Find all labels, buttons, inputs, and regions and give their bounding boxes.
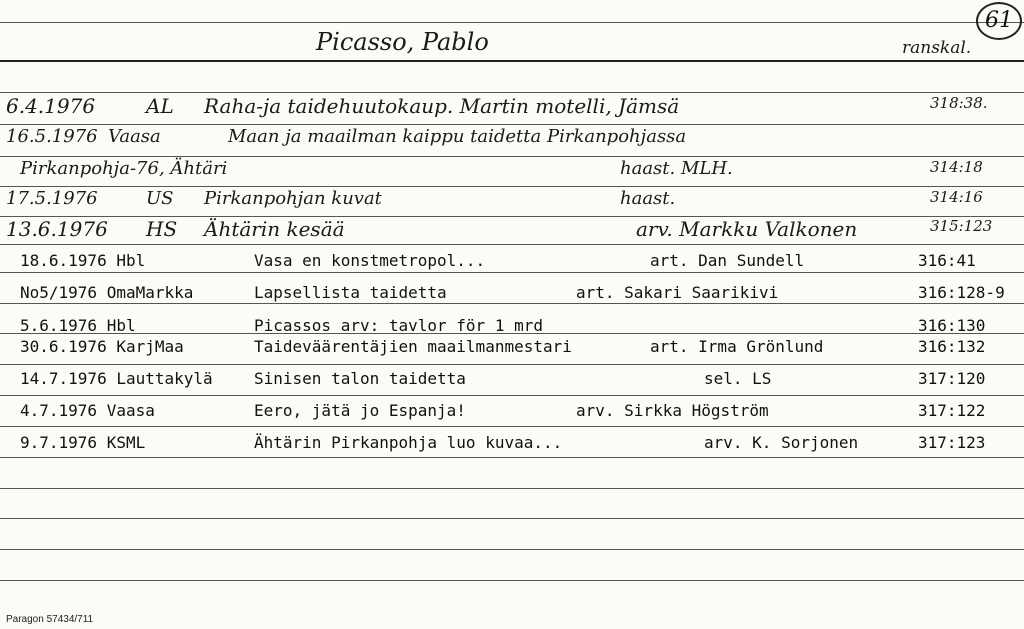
hw-source: Vaasa [108,126,161,147]
entry-date: 14.7.1976 Lauttakylä [20,369,213,388]
entry-credit: art. Sakari Saarikivi [576,283,779,302]
rule-line [0,488,1024,489]
entry-date: 18.6.1976 Hbl [20,251,146,270]
table-row [0,248,1024,274]
entry-title: Ähtärin Pirkanpohja luo kuvaa... [254,433,563,452]
entry-date: 5.6.1976 Hbl [20,316,136,335]
entry-credit: arv. Sirkka Högström [576,401,769,420]
entry-title: Lapsellista taidetta [254,283,447,302]
entry-title: Picassos arv: tavlor för 1 mrd [254,316,543,335]
table-row [0,366,1024,392]
table-row [0,430,1024,456]
hw-date: 16.5.1976 [6,126,98,147]
card-name: Picasso, Pablo [316,28,489,56]
hw-source: HS [146,217,178,241]
table-row [0,334,1024,360]
entry-ref: 316:128-9 [918,283,1005,302]
hw-source: AL [146,94,174,118]
rule-line [0,426,1024,427]
rule-line [0,92,1024,93]
hw-extra: haast. [620,188,676,209]
rule-line [0,244,1024,245]
rule-line [0,186,1024,187]
rule-line [0,156,1024,157]
entry-credit: art. Dan Sundell [650,251,805,270]
table-row [0,398,1024,424]
entry-ref: 317:123 [918,433,986,452]
hw-ref: 315:123 [930,217,993,235]
card-footer: Paragon 57434/711 [6,614,94,625]
entry-credit: arv. K. Sorjonen [704,433,859,452]
hw-ref: 318:38. [930,94,988,112]
hw-text: Pirkanpohja-76, Ähtäri [20,158,228,179]
table-row [0,280,1024,306]
hw-extra: haast. MLH. [620,158,733,179]
hw-date: 17.5.1976 [6,188,98,209]
rule-line [0,580,1024,581]
entry-title: Vasa en konstmetropol... [254,251,486,270]
entry-title: Taideväärentäjien maailmanmestari [254,337,572,356]
entry-ref: 316:130 [918,316,986,335]
rule-line [0,518,1024,519]
hw-date: 13.6.1976 [6,217,108,241]
entry-date: 9.7.1976 KSML [20,433,146,452]
entry-title: Sinisen talon taidetta [254,369,466,388]
rule-line [0,457,1024,458]
header-rule [0,60,1024,62]
entry-credit: sel. LS [704,369,772,388]
hw-text: Raha-ja taidehuutokaup. Martin motelli, Jämsä [204,94,680,118]
card-number: 61 [976,2,1022,40]
hw-extra: arv. Markku Valkonen [636,217,858,241]
entry-date: 4.7.1976 Vaasa [20,401,155,420]
entry-date: 30.6.1976 KarjMaa [20,337,184,356]
hw-text: Ähtärin kesää [204,217,345,241]
hw-ref: 314:18 [930,158,983,176]
card-nationality: ranskal. [902,38,972,58]
rule-line [0,22,1024,23]
hw-source: US [146,188,174,209]
rule-line [0,124,1024,125]
rule-line [0,395,1024,396]
hw-ref: 314:16 [930,188,983,206]
hw-text: Pirkanpohjan kuvat [204,188,382,209]
hw-date: 6.4.1976 [6,94,96,118]
entry-title: Eero, jätä jo Espanja! [254,401,466,420]
entry-ref: 317:120 [918,369,986,388]
rule-line [0,549,1024,550]
entry-ref: 316:41 [918,251,976,270]
entry-date: No5/1976 OmaMarkka [20,283,194,302]
entry-credit: art. Irma Grönlund [650,337,824,356]
entry-ref: 317:122 [918,401,986,420]
rule-line [0,364,1024,365]
entry-ref: 316:132 [918,337,986,356]
hw-text: Maan ja maailman kaippu taidetta Pirkanpohjassa [228,126,687,147]
